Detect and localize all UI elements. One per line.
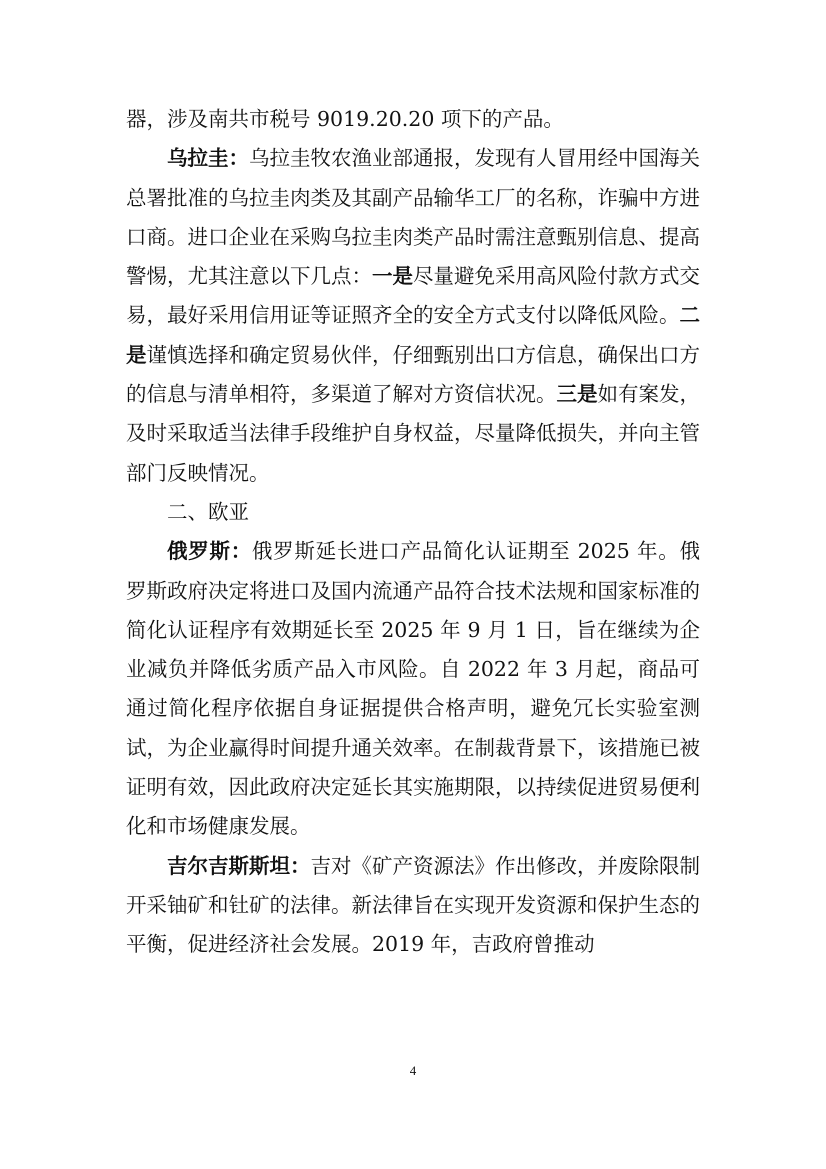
paragraph-text: 尽量避免采用高风险付款方式交易，最好采用信用证等证照齐全的安全方式支付以降低风险。 (126, 264, 700, 328)
paragraph-text: 谨慎选择和确定贸易伙伴，仔细甄别出口方信息，确保出口方的信息与清单相符，多渠道了解对方资信状况。 (126, 342, 700, 407)
paragraph-p1 (126, 100, 700, 139)
bold-lead-text: 三是 (556, 382, 598, 407)
paragraph-text: 器，涉及南共市税号 9019.20.20 项下的产品。 (126, 107, 564, 131)
paragraph-text: 乌拉圭牧农渔业部通报，发现有人冒用经中国海关总署批准的乌拉圭肉类及其副产品输华工厂的名称，诈骗中方进口商。进口企业在采购乌拉圭肉类产品时需注意甄别信息、提高警惕，尤其注意以下几点： (126, 146, 700, 289)
paragraph-p3 (126, 493, 700, 532)
bold-lead-text: 二是 (126, 303, 700, 367)
paragraph-text: 如有案发，及时采取适当法律手段维护自身权益，尽量降低损失，并向主管部门反映情况。 (126, 382, 700, 485)
bold-lead-text: 一是 (372, 264, 413, 289)
bold-lead-text: 吉尔吉斯斯坦： (167, 853, 311, 878)
paragraph-text: 俄罗斯延长进口产品简化认证期至 2025 年。俄罗斯政府决定将进口及国内流通产品符合技术法规和国家标准的简化认证程序有效期延长至 2025 年 9 月 1 日，旨在继续为企业减负并降低劣质产品入市风险。自 2022 年 3 月起，商品可通过简化程序依据自身证据提供合格声明，避免冗长实验室测试，为企业赢得时间提升通关效率。在制裁背景下，该措施已被证明有效，因此政府决定延长其实施期限，以持续促进贸易便利化和市场健康发展。 (126, 539, 701, 839)
paragraph-text: 吉对《矿产资源法》作出修改，并废除限制开采铀矿和钍矿的法律。新法律旨在实现开发资源和保护生态的平衡，促进经济社会发展。2019 年，吉政府曾推动 (126, 853, 700, 957)
document-body (126, 100, 700, 965)
paragraph-p4 (126, 532, 700, 846)
paragraph-p5 (126, 847, 700, 965)
page-number: 4 (409, 1063, 417, 1078)
bold-lead-text: 乌拉圭： (167, 146, 249, 171)
paragraph-p2 (126, 139, 700, 493)
paragraph-text: 二、欧亚 (167, 499, 249, 524)
bold-lead-text: 俄罗斯： (167, 539, 252, 564)
